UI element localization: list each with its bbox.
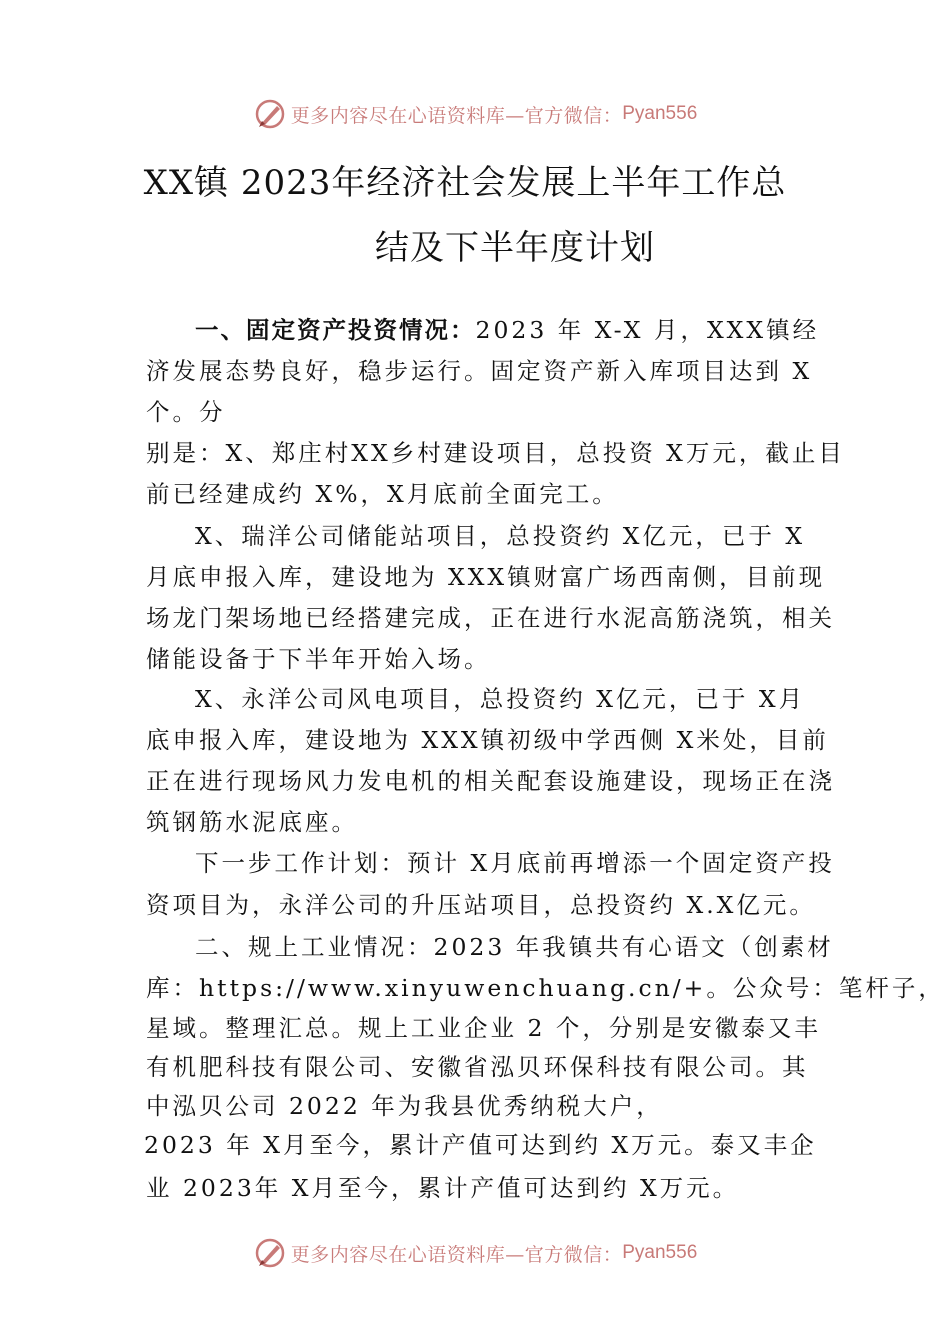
banner-wechat-id: Pyan556 bbox=[622, 103, 698, 124]
footer-watermark-banner bbox=[0, 1233, 950, 1273]
document-title-line-1: XX镇 2023年经济社会发展上半年工作总 bbox=[143, 163, 787, 203]
header-watermark-banner bbox=[0, 94, 950, 134]
body-line: 有机肥科技有限公司、安徽省泓贝环保科技有限公司。其 bbox=[146, 1053, 809, 1081]
pen-logo-icon bbox=[253, 97, 287, 131]
body-line: 济发展态势良好，稳步运行。固定资产新入库项目达到 X bbox=[146, 357, 813, 385]
body-line: 底申报入库，建设地为 XXX镇初级中学西侧 X米处，目前 bbox=[146, 726, 829, 754]
body-line: 别是：X、郑庄村XX乡村建设项目，总投资 X万元，截止目 bbox=[146, 439, 845, 467]
document-title-line-2: 结及下半年度计划 bbox=[375, 228, 655, 268]
body-line: 业 2023年 X月至今，累计产值可达到约 X万元。 bbox=[146, 1174, 740, 1202]
body-line: 中泓贝公司 2022 年为我县优秀纳税大户， bbox=[146, 1092, 663, 1120]
body-line: 资项目为，永洋公司的升压站项目，总投资约 X.X亿元。 bbox=[146, 891, 816, 919]
body-line: 二、规上工业情况：2023 年我镇共有心语文（创素材 bbox=[195, 933, 834, 961]
body-line: 筑钢筋水泥底座。 bbox=[146, 808, 358, 836]
body-line: 月底申报入库，建设地为 XXX镇财富广场西南侧，目前现 bbox=[146, 563, 826, 591]
body-line: 下一步工作计划：预计 X月底前再增添一个固定资产投 bbox=[195, 849, 835, 877]
body-line: 库：https://www.xinyuwenchuang.cn/+。公众号：笔杆子， bbox=[146, 974, 945, 1002]
section-1-line-1: 一、固定资产投资情况：2023 年 X-X 月，XXX镇经 bbox=[195, 316, 820, 344]
body-line: 场龙门架场地已经搭建完成，正在进行水泥高筋浇筑，相关 bbox=[146, 604, 835, 632]
pen-logo-icon bbox=[253, 1236, 287, 1270]
section-1-heading: 一、固定资产投资情况： bbox=[195, 316, 476, 344]
body-line: 个。分 bbox=[146, 398, 226, 426]
body-line: X、瑞洋公司储能站项目，总投资约 X亿元，已于 X bbox=[195, 522, 806, 550]
banner-text: 更多内容尽在心语资料库—官方微信： bbox=[290, 104, 623, 127]
body-line: 2023 年 X月至今，累计产值可达到约 X万元。泰又丰企 bbox=[144, 1131, 817, 1159]
banner-text: 更多内容尽在心语资料库—官方微信： bbox=[290, 1243, 623, 1266]
body-line: 星域。整理汇总。规上工业企业 2 个，分别是安徽泰又丰 bbox=[146, 1014, 821, 1042]
body-line: X、永洋公司风电项目，总投资约 X亿元，已于 X月 bbox=[195, 685, 806, 713]
banner-wechat-id: Pyan556 bbox=[622, 1242, 698, 1263]
body-line: 储能设备于下半年开始入场。 bbox=[146, 645, 491, 673]
body-line: 正在进行现场风力发电机的相关配套设施建设，现场正在浇 bbox=[146, 767, 835, 795]
body-line: 前已经建成约 X%，X月底前全面完工。 bbox=[146, 480, 619, 508]
